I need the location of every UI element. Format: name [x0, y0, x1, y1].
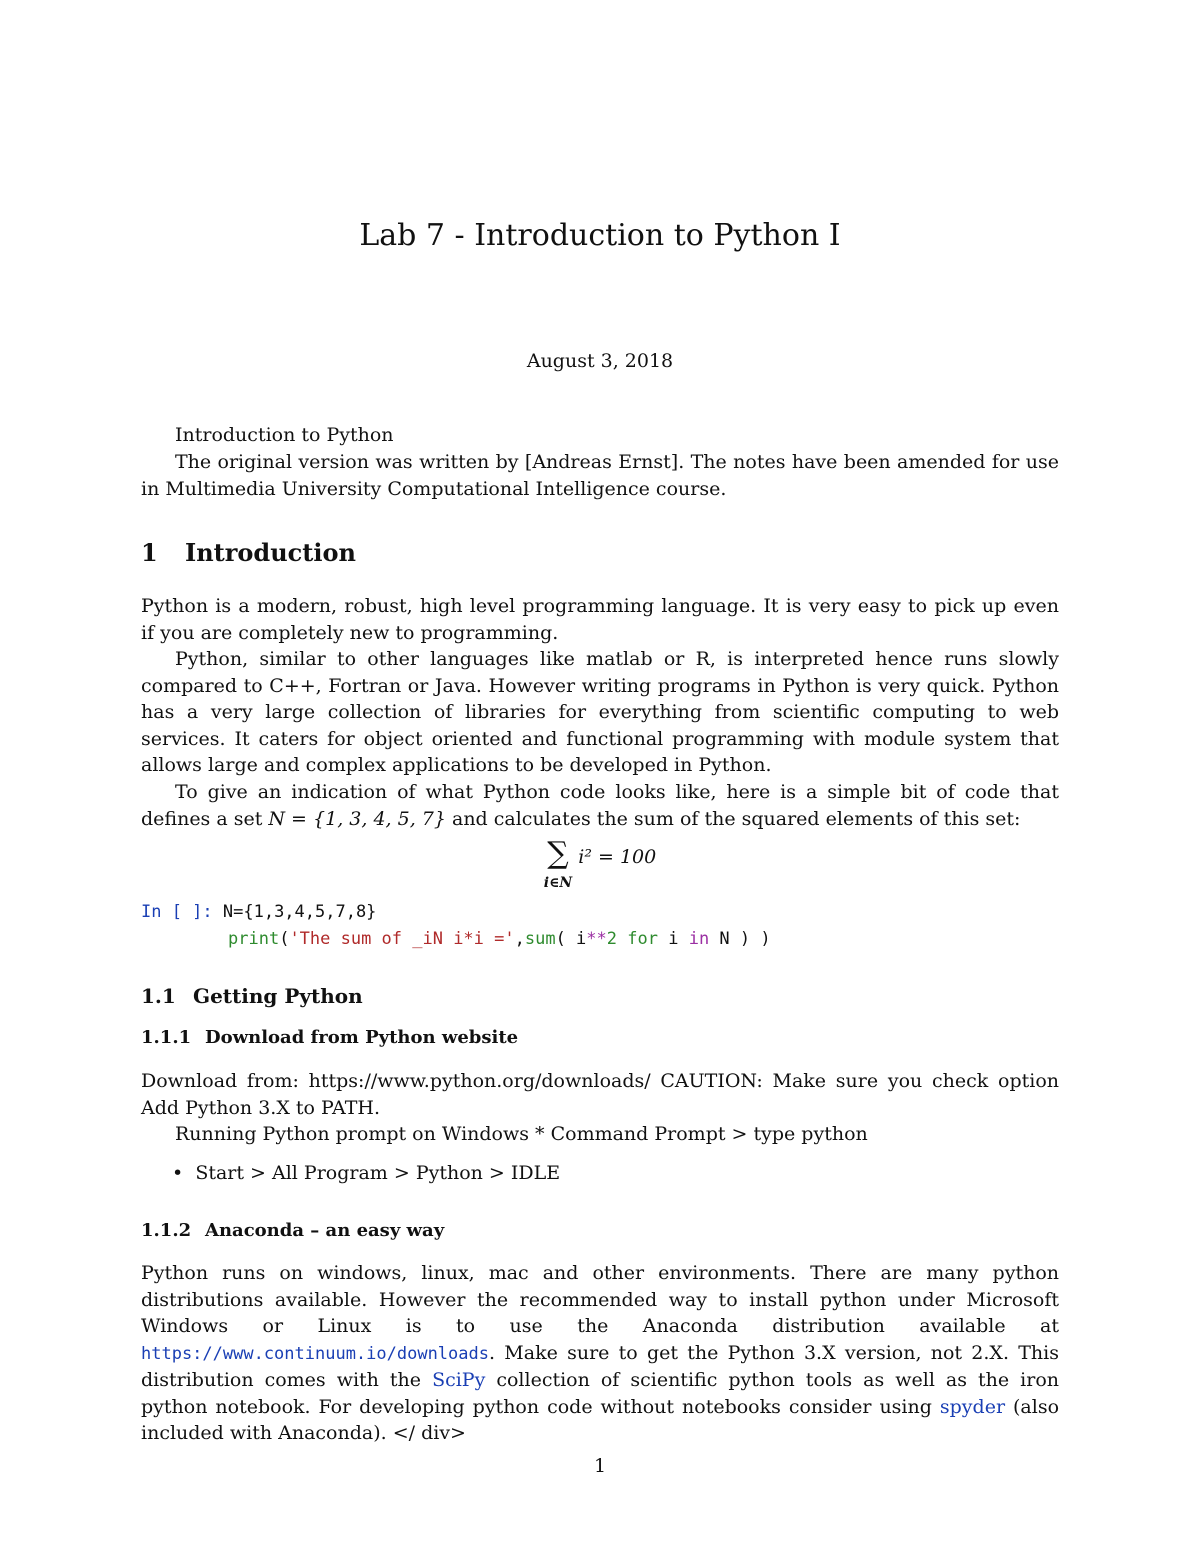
section-title: Anaconda – an easy way: [205, 1220, 445, 1241]
paragraph-text: (also included with Anaconda). </ div>: [141, 1395, 1060, 1444]
paragraph-text: and calculates the sum of the squared elements of this set:: [445, 807, 1021, 830]
section-1-1-2-paragraph: [141, 1260, 1059, 1447]
sum-symbol: ∑: [547, 836, 569, 871]
code-builtin: sum: [524, 929, 556, 949]
scipy-link[interactable]: SciPy: [432, 1369, 486, 1391]
anaconda-download-link[interactable]: https://www.continuum.io/downloads: [141, 1343, 489, 1364]
section-title: Introduction: [185, 538, 356, 567]
code-text: ( i: [555, 929, 587, 949]
code-builtin: print: [228, 929, 280, 949]
section-number: 1: [141, 538, 158, 567]
section-title: Download from Python website: [205, 1027, 519, 1048]
code-cell-line-2: [228, 929, 771, 949]
section-1-1-1-paragraph-2: Running Python prompt on Windows * Command Prompt > type python: [175, 1123, 868, 1145]
code-text: (: [279, 929, 290, 949]
code-cell-line-1: [141, 902, 376, 922]
document-title: Lab 7 - Introduction to Python I: [359, 218, 841, 253]
intro-heading-line: Introduction to Python: [175, 424, 394, 446]
section-1-1-2-heading: [141, 1220, 444, 1241]
code-operator: **: [586, 929, 607, 949]
section-1-paragraph-3: [141, 779, 1059, 832]
section-1-1-1-heading: [141, 1027, 518, 1048]
bullet-item: [172, 1160, 560, 1187]
inline-math: N = {1, 3, 4, 5, 7}: [268, 807, 446, 830]
code-string: 'The sum of _iN i*i =': [289, 929, 515, 949]
section-number: 1.1.2: [141, 1220, 192, 1241]
spyder-link[interactable]: spyder: [939, 1395, 1006, 1418]
paragraph-text: Python runs on windows, linux, mac and other environments. There are many python distributions available. However the recommended way to install python under Microsoft Windows or Linux is to use the Anaconda distribution available at: [141, 1262, 1059, 1337]
code-text: i: [657, 929, 689, 949]
sum-subscript: i∈N: [543, 875, 573, 891]
code-text: ,: [514, 929, 525, 949]
sum-formula: [0, 836, 1200, 895]
paragraph-text: To give an indication of what Python code looks like, here is a simple bit of code that defines a set: [141, 781, 1059, 830]
section-1-1-1-paragraph-1: Download from: https://www.python.org/downloads/ CAUTION: Make sure you check option Add Python 3.X to PATH.: [141, 1070, 1059, 1119]
sum-body: i² = 100: [578, 846, 657, 868]
code-text: N={1,3,4,5,7,8}: [212, 902, 377, 922]
code-text: N ) ): [709, 929, 771, 949]
section-number: 1.1.1: [141, 1027, 192, 1048]
section-1-paragraph-1: Python is a modern, robust, high level programming language. It is very easy to pick up even if you are completely new to programming.: [141, 595, 1059, 644]
code-number: 2: [606, 929, 628, 949]
paragraph-text: collection of scientific python tools as well as the iron python notebook. For developing python code without notebooks consider using: [141, 1369, 1059, 1418]
section-number: 1.1: [141, 984, 176, 1008]
bullet-icon: •: [172, 1162, 184, 1184]
page-number: 1: [593, 1455, 607, 1477]
code-keyword: for: [627, 929, 658, 949]
code-keyword: in: [688, 929, 710, 949]
document-date: August 3, 2018: [526, 350, 674, 372]
bullet-text: Start > All Program > Python > IDLE: [195, 1162, 561, 1184]
section-title: Getting Python: [193, 984, 363, 1008]
code-prompt: In [ ]:: [141, 902, 213, 922]
intro-credit: The original version was written by [Andreas Ernst]. The notes have been amended for use in Multimedia University Computational Intelligence course.: [141, 451, 1059, 500]
section-1-heading: [141, 538, 356, 567]
section-1-paragraph-2: Python, similar to other languages like matlab or R, is interpreted hence runs slowly compared to C++, Fortran or Java. However writing programs in Python is very quick. Python has a very large collection of libraries for everything from scientific computing to web services. It caters for object oriented and functional programming with module system that allows large and complex applications to be developed in Python.: [141, 648, 1059, 776]
section-1-1-heading: [141, 984, 363, 1008]
paragraph-text: . Make sure to get the Python 3.X version, not 2.X. This distribution comes with the: [141, 1341, 1059, 1391]
